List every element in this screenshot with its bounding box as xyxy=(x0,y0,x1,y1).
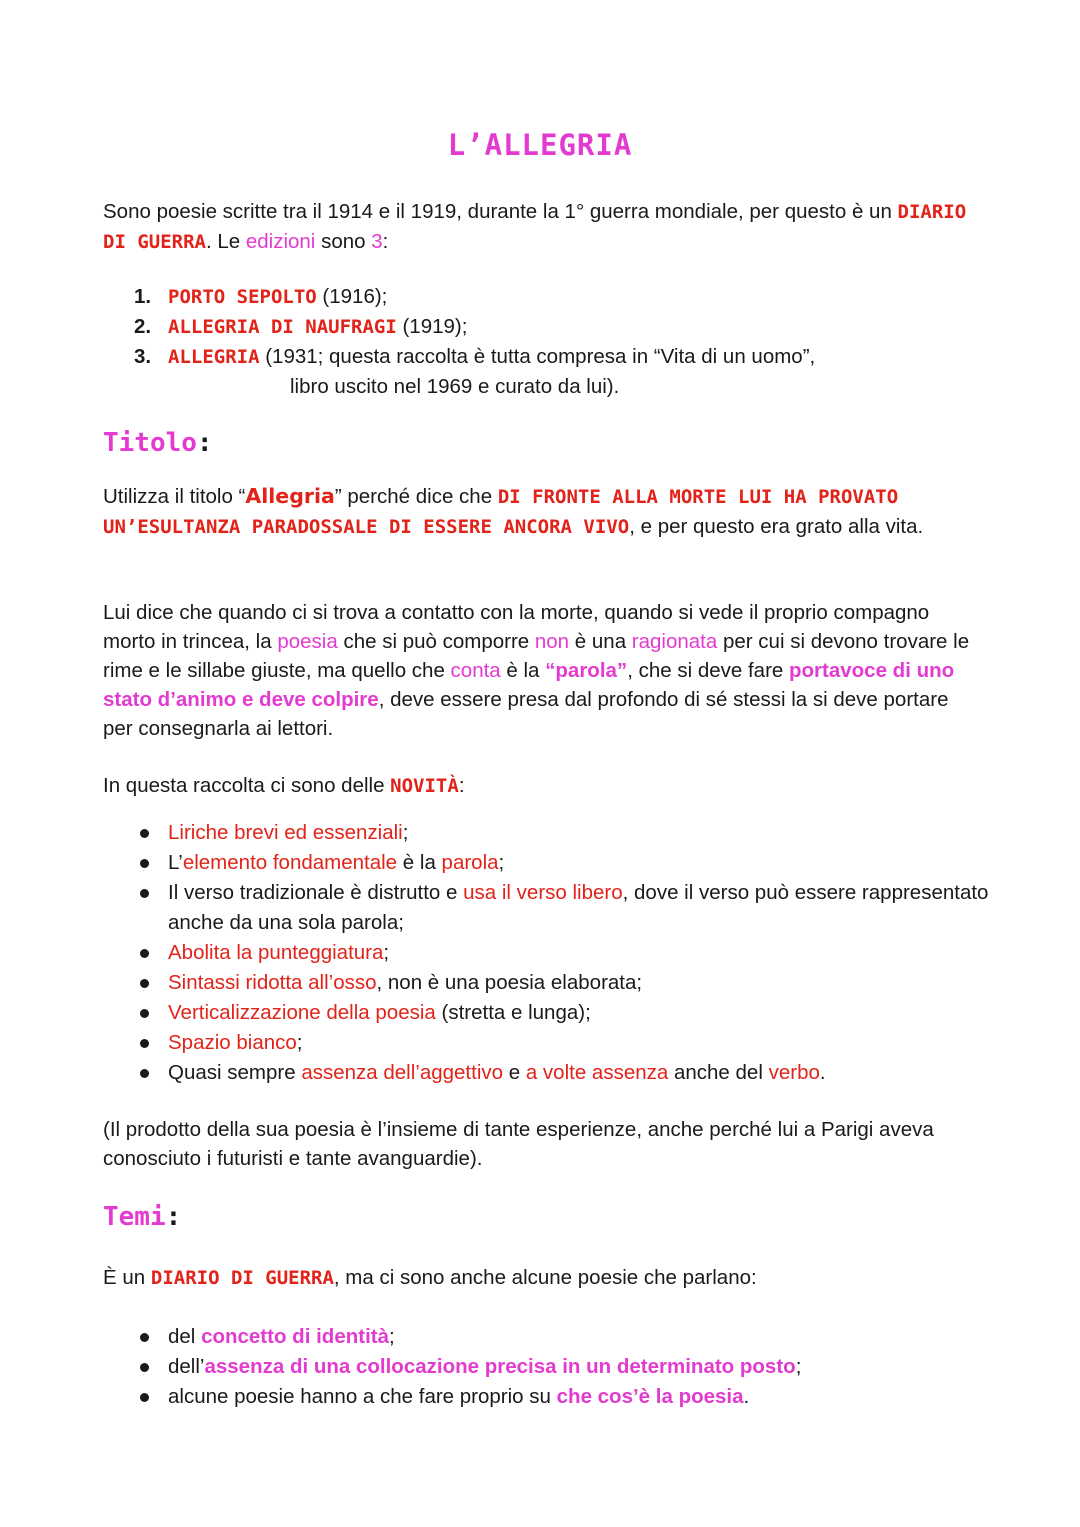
diario-di-guerra-term: DIARIO DI GUERRA xyxy=(103,201,967,253)
heading-titolo: Titolo: xyxy=(103,428,213,458)
novita-list xyxy=(130,818,990,1088)
list-item: Liriche brevi ed essenziali; xyxy=(130,818,990,848)
list-item: Quasi sempre assenza dell’aggettivo e a volte assenza anche del verbo. xyxy=(130,1058,990,1088)
bullet-icon xyxy=(140,1333,149,1342)
list-item: Verticalizzazione della poesia (stretta e lunga); xyxy=(130,998,990,1028)
editions-list xyxy=(130,282,990,401)
bullet-icon xyxy=(140,889,149,898)
novita-intro: In questa raccolta ci sono delle NOVITÀ: xyxy=(103,774,465,797)
bullet-icon xyxy=(140,1363,149,1372)
morte-paragraph: Lui dice che quando ci si trova a contatto con la morte, quando si vede il proprio compagno morto in trincea, la poesia che si può comporre non è una ragionata per cui si devono trovare le rime e le sillabe giuste, ma quello che conta è la “parola”, che si deve fare portavoce di uno stato d’animo e deve colpire, deve essere presa dal profondo di sé stessi la si deve portare per consegnarla ai lettori. xyxy=(103,601,970,740)
list-item: Il verso tradizionale è distrutto e usa il verso libero, dove il verso può essere rappresentato anche da una sola parola; xyxy=(130,878,990,938)
list-item: L’elemento fondamentale è la parola; xyxy=(130,848,990,878)
list-item: Spazio bianco; xyxy=(130,1028,990,1058)
list-item: 2. ALLEGRIA DI NAUFRAGI (1919); xyxy=(134,315,468,338)
page-title: L’ALLEGRIA xyxy=(447,128,633,162)
temi-list xyxy=(130,1322,990,1412)
temi-intro: È un DIARIO DI GUERRA, ma ci sono anche alcune poesie che parlano: xyxy=(103,1266,757,1289)
bullet-icon xyxy=(140,859,149,868)
heading-temi: Temi: xyxy=(103,1202,182,1232)
parigi-paragraph: (Il prodotto della sua poesia è l’insieme di tante esperienze, anche perché lui a Parigi aveva conosciuto i futuristi e tante avanguardie). xyxy=(103,1118,934,1170)
bullet-icon xyxy=(140,949,149,958)
bullet-icon xyxy=(140,1009,149,1018)
bullet-icon xyxy=(140,1393,149,1402)
list-item: del concetto di identità; xyxy=(130,1322,990,1352)
titolo-paragraph: Utilizza il titolo “Allegria” perché dice che DI FRONTE ALLA MORTE LUI HA PROVATO UN’ESULTANZA PARADOSSALE DI ESSERE ANCORA VIVO, e per questo era grato alla vita. xyxy=(103,484,924,538)
list-item: 3. ALLEGRIA (1931; questa raccolta è tutta compresa in “Vita di un uomo”, libro uscito nel 1969 e curato da lui). xyxy=(134,345,816,398)
bullet-icon xyxy=(140,979,149,988)
bullet-icon xyxy=(140,1039,149,1048)
list-item: 1. PORTO SEPOLTO (1916); xyxy=(134,285,388,308)
list-item: dell’assenza di una collocazione precisa in un determinato posto; xyxy=(130,1352,990,1382)
bullet-icon xyxy=(140,829,149,838)
intro-paragraph: Sono poesie scritte tra il 1914 e il 1919, durante la 1° guerra mondiale, per questo è un DIARIO DI GUERRA. Le edizioni sono 3: xyxy=(103,200,967,253)
bullet-icon xyxy=(140,1069,149,1078)
list-item: Abolita la punteggiatura; xyxy=(130,938,990,968)
list-item: Sintassi ridotta all’osso, non è una poesia elaborata; xyxy=(130,968,990,998)
list-item: alcune poesie hanno a che fare proprio su che cos’è la poesia. xyxy=(130,1382,990,1412)
